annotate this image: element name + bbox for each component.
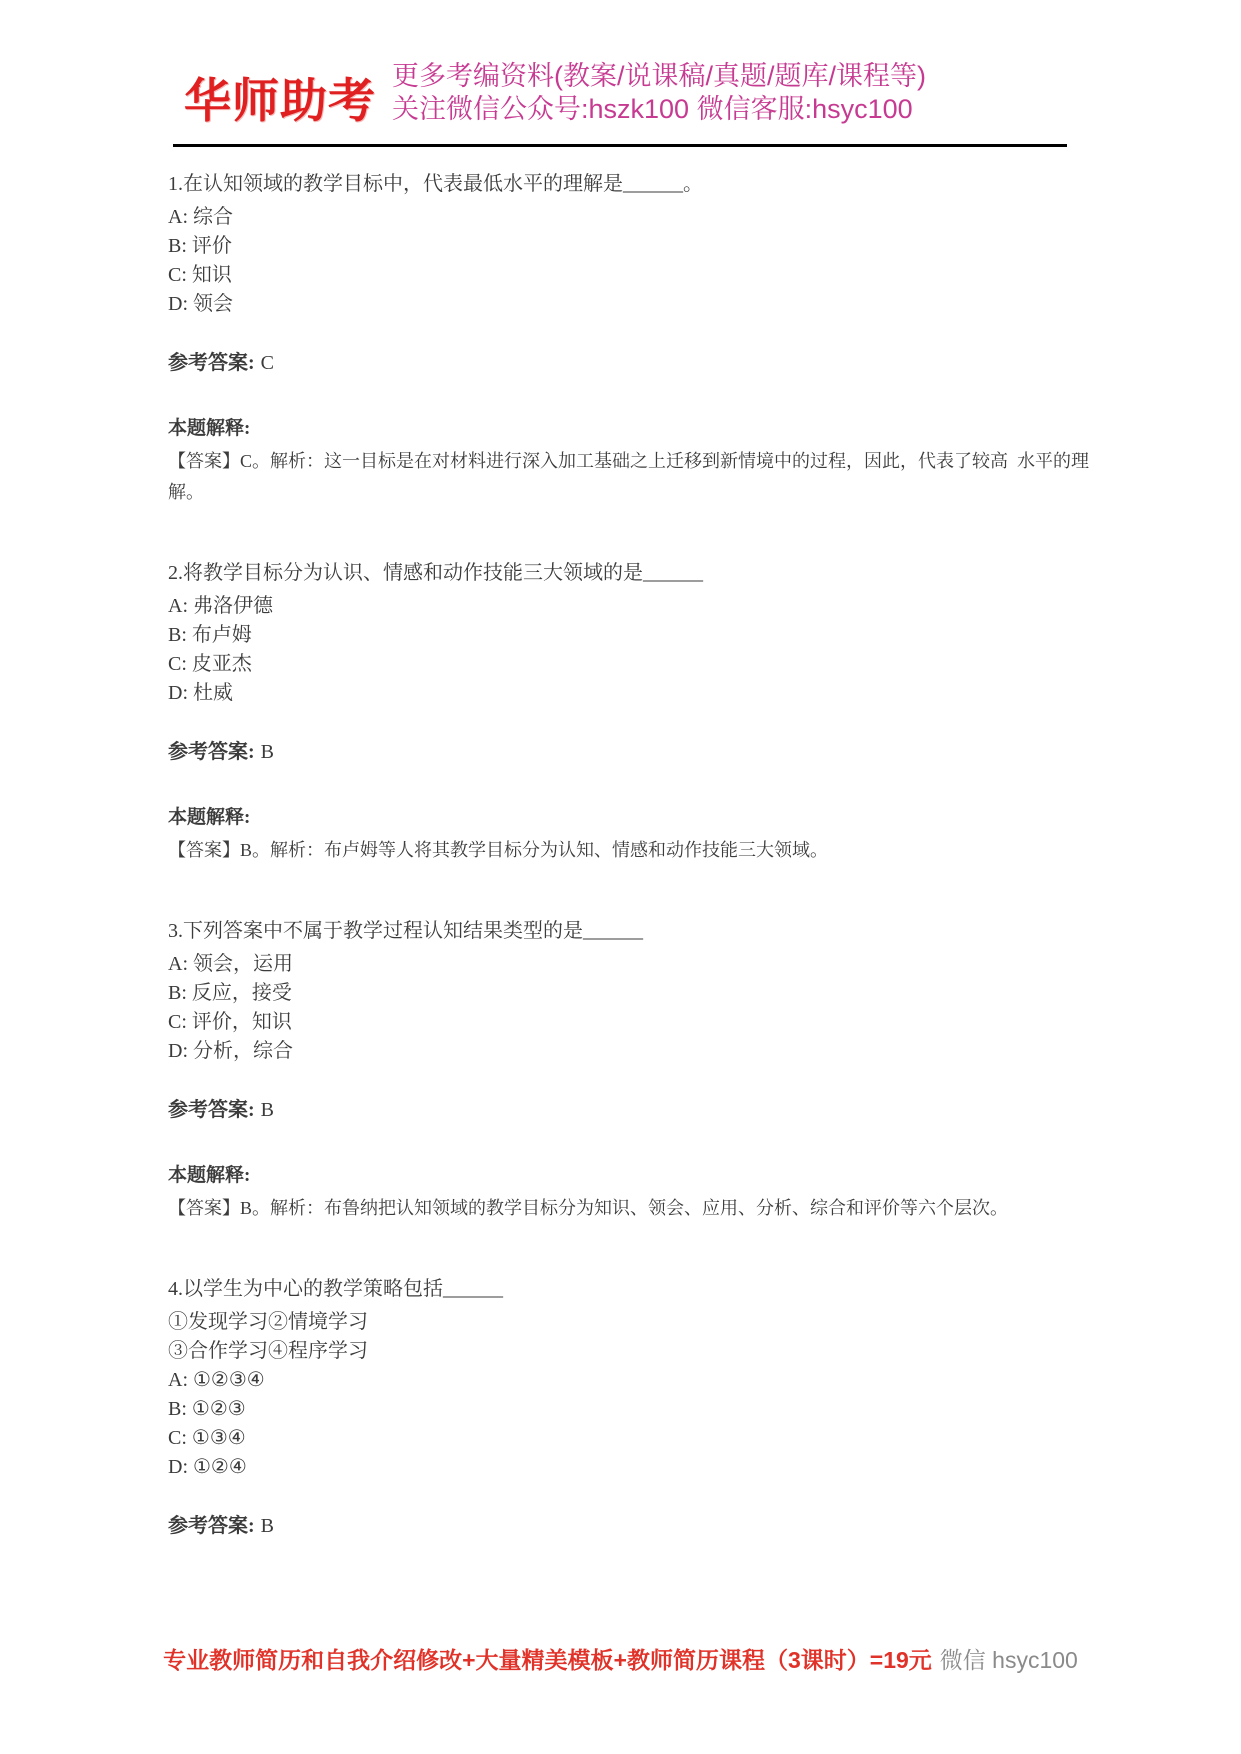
answer-label: 参考答案: — [168, 1099, 255, 1121]
answer-value: B — [260, 741, 275, 763]
option-c: C: 皮亚杰 — [168, 653, 252, 675]
footer-promo-text: 专业教师简历和自我介绍修改+大量精美模板+教师简历课程（3课时）=19元 — [163, 1647, 932, 1673]
option-a: A: 领会，运用 — [168, 953, 293, 975]
header-promo — [392, 60, 926, 126]
question-stem: 3.下列答案中不属于教学过程认知结果类型的是______ — [168, 920, 643, 942]
option-d: D: 分析，综合 — [168, 1040, 293, 1062]
footer-wechat-text: 微信 hsyc100 — [939, 1647, 1078, 1673]
question-block-2 — [168, 558, 1092, 866]
page-footer — [0, 1645, 1241, 1675]
question-subline-1: ①发现学习②情境学习 — [168, 1311, 368, 1333]
option-a: A: ①②③④ — [168, 1369, 265, 1391]
option-c: C: 知识 — [168, 264, 232, 286]
option-b: B: 反应，接受 — [168, 982, 292, 1004]
reference-answer — [168, 738, 1092, 766]
answer-label: 参考答案: — [168, 1515, 255, 1537]
question-stem: 2.将教学目标分为认识、情感和动作技能三大领域的是______ — [168, 562, 703, 584]
answer-label: 参考答案: — [168, 741, 255, 763]
question-stem: 1.在认知领域的教学目标中，代表最低水平的理解是______。 — [168, 173, 703, 195]
option-c: C: ①③④ — [168, 1427, 246, 1449]
reference-answer — [168, 1512, 1092, 1540]
answer-value: C — [260, 352, 275, 374]
question-block-3 — [168, 916, 1092, 1224]
explanation-heading: 本题解释: — [168, 418, 251, 439]
question-subline-2: ③合作学习④程序学习 — [168, 1340, 368, 1362]
explanation-text: 【答案】B。解析：布鲁纳把认知领域的教学目标分为知识、领会、应用、分析、综合和评价等六个层次。 — [168, 1198, 1009, 1218]
option-b: B: ①②③ — [168, 1398, 246, 1420]
page-header — [168, 0, 1091, 126]
option-b: B: 评价 — [168, 235, 232, 257]
answer-value: B — [260, 1515, 275, 1537]
option-d: D: 领会 — [168, 293, 233, 315]
promo-line-2: 关注微信公众号:hszk100 微信客服:hsyc100 — [392, 94, 913, 124]
explanation-text: 【答案】B。解析：布卢姆等人将其教学目标分为认知、情感和动作技能三大领域。 — [168, 840, 829, 860]
answer-label: 参考答案: — [168, 352, 255, 374]
brand-logo: 华师助考 — [184, 74, 376, 127]
reference-answer — [168, 349, 1092, 377]
question-list — [168, 147, 1092, 1540]
option-c: C: 评价，知识 — [168, 1011, 292, 1033]
question-block-4 — [168, 1274, 1092, 1540]
option-a: A: 弗洛伊德 — [168, 595, 273, 617]
question-block-1 — [168, 169, 1092, 508]
option-d: D: 杜威 — [168, 682, 233, 704]
option-a: A: 综合 — [168, 206, 233, 228]
explanation-heading: 本题解释: — [168, 1165, 251, 1186]
option-b: B: 布卢姆 — [168, 624, 252, 646]
answer-value: B — [260, 1099, 275, 1121]
option-d: D: ①②④ — [168, 1456, 247, 1478]
explanation-heading: 本题解释: — [168, 807, 251, 828]
reference-answer — [168, 1096, 1092, 1124]
promo-line-1: 更多考编资料(教案/说课稿/真题/题库/课程等) — [392, 61, 926, 91]
explanation-text: 【答案】C。解析：这一目标是在对材料进行深入加工基础之上迁移到新情境中的过程，因此，代表了较高 水平的理解。 — [168, 451, 1090, 502]
question-stem: 4.以学生为中心的教学策略包括______ — [168, 1278, 503, 1300]
